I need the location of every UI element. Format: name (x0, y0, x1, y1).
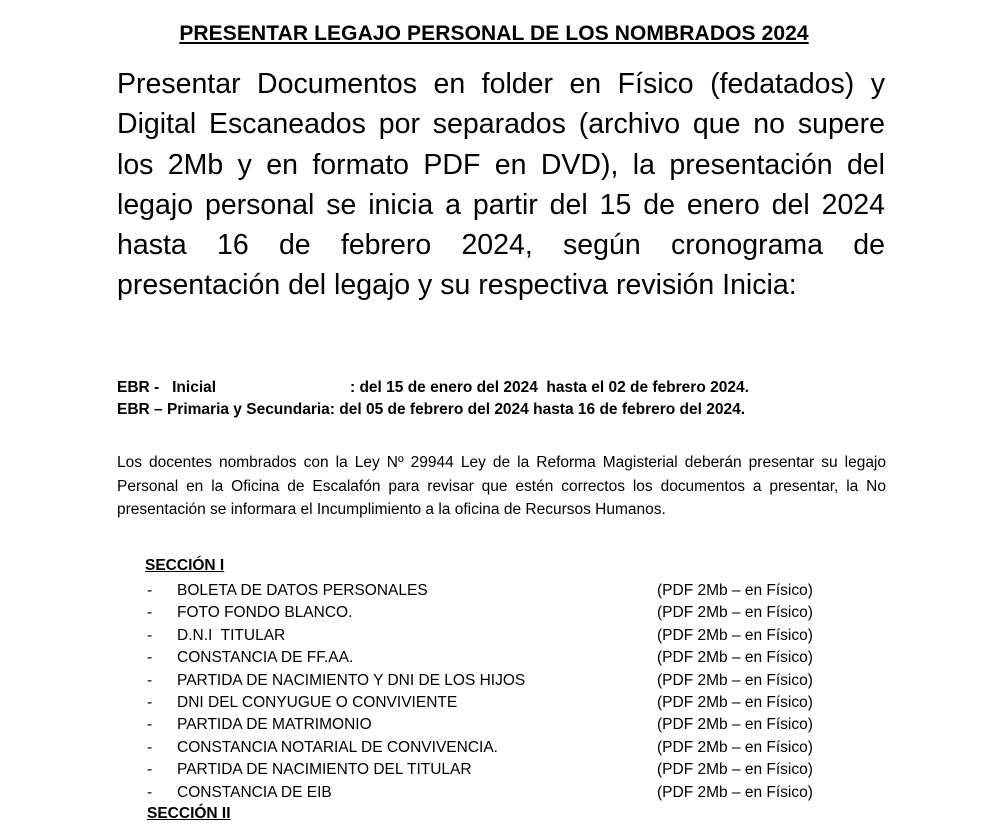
list-item (145, 647, 845, 669)
document-name: PARTIDA DE NACIMIENTO Y DNI DE LOS HIJOS (177, 671, 526, 689)
bullet-dash: - (147, 582, 153, 599)
list-item (145, 602, 845, 624)
bullet-dash: - (147, 761, 153, 779)
schedule-row-primaria-secundaria (117, 399, 877, 421)
schedule-row-inicial (117, 377, 877, 399)
document-format: (PDF 2Mb – en Físico) (657, 738, 813, 756)
document-format: (PDF 2Mb – en Físico) (657, 783, 813, 801)
schedule-dates: : del 15 de enero del 2024 hasta el 02 de febrero 2024. (350, 379, 749, 396)
intro-paragraph: Presentar Documentos en folder en Físico (fedatados) y Digital Escaneados por separados (archivo que no supere los 2Mb y en formato PDF en DVD), la presentación del legajo personal se inicia a partir del 15 de enero del 2024 hasta 16 de febrero 2024, según cronograma de presentación del legajo y su respectiva revisión Inicia: (117, 68, 885, 302)
notice-paragraph: Los docentes nombrados con la Ley Nº 29944 Ley de la Reforma Magisterial deberán presentar su legajo Personal en la Oficina de Escalafón para revisar que estén correctos los documentos a presentar, la No presentación se informara el Incumplimiento a la oficina de Recursos Humanos. (117, 454, 886, 518)
document-name: CONSTANCIA DE EIB (177, 783, 332, 801)
document-format: (PDF 2Mb – en Físico) (657, 649, 813, 667)
document-name: BOLETA DE DATOS PERSONALES (177, 582, 428, 599)
list-item (145, 670, 845, 692)
list-item (145, 782, 845, 804)
bullet-dash: - (147, 783, 153, 801)
document-name: D.N.I TITULAR (177, 626, 286, 644)
document-format: (PDF 2Mb – en Físico) (657, 693, 813, 711)
document-format: (PDF 2Mb – en Físico) (657, 716, 813, 734)
document-name: CONSTANCIA DE FF.AA. (177, 649, 354, 667)
schedule-block (117, 377, 877, 420)
document-format: (PDF 2Mb – en Físico) (657, 582, 813, 599)
document-name: FOTO FONDO BLANCO. (177, 604, 353, 622)
list-item (145, 737, 845, 759)
list-item (145, 580, 845, 602)
document-format: (PDF 2Mb – en Físico) (657, 671, 813, 689)
document-format: (PDF 2Mb – en Físico) (657, 604, 813, 622)
list-item (145, 759, 845, 781)
bullet-dash: - (147, 626, 153, 644)
bullet-dash: - (147, 738, 153, 756)
schedule-level: EBR – Primaria y Secundaria: del 05 de febrero del 2024 hasta 16 de febrero del 2024. (117, 400, 746, 418)
bullet-dash: - (147, 716, 153, 734)
section-1-list (145, 580, 845, 804)
list-item (145, 692, 845, 714)
bullet-dash: - (147, 693, 153, 711)
section-1-heading: SECCIÓN I (145, 557, 225, 574)
document-name: CONSTANCIA NOTARIAL DE CONVIVENCIA. (177, 738, 498, 756)
list-item (145, 714, 845, 736)
document-name: PARTIDA DE NACIMIENTO DEL TITULAR (177, 761, 472, 779)
bullet-dash: - (147, 649, 153, 667)
document-name: DNI DEL CONYUGUE O CONVIVIENTE (177, 693, 458, 711)
section-2-heading: SECCIÓN II (147, 805, 231, 822)
page-title: PRESENTAR LEGAJO PERSONAL DE LOS NOMBRADOS 2024 (179, 22, 809, 45)
document-format: (PDF 2Mb – en Físico) (657, 626, 813, 644)
document-name: PARTIDA DE MATRIMONIO (177, 716, 372, 734)
bullet-dash: - (147, 604, 153, 622)
document-format: (PDF 2Mb – en Físico) (657, 761, 813, 779)
schedule-level: EBR - Inicial (117, 379, 217, 396)
list-item (145, 625, 845, 647)
bullet-dash: - (147, 671, 153, 689)
